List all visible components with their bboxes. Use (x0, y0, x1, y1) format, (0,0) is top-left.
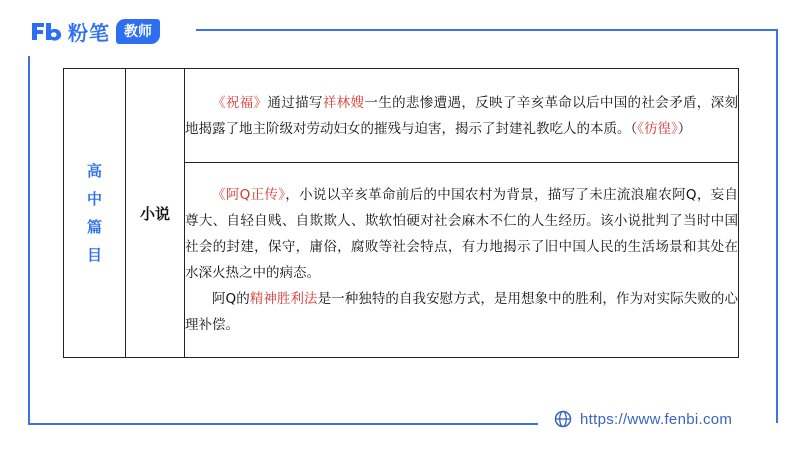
website-url[interactable]: https://www.fenbi.com (580, 410, 733, 428)
concept-term: 精神胜利法 (249, 291, 318, 307)
globe-icon (554, 410, 572, 428)
fenbi-logo-icon (30, 20, 64, 42)
frame-right-line (776, 29, 778, 423)
ahq-concept-paragraph: 阿Q的精神胜利法是一种独特的自我安慰方式，是用想象中的胜利，作为对实际失败的心理补偿。 (185, 291, 738, 333)
genre-cell (126, 69, 185, 358)
genre-label: 小说 (139, 204, 170, 223)
table-row (64, 69, 739, 163)
category-cell (64, 69, 126, 358)
frame-bottom-line (28, 423, 538, 425)
ahq-cell (185, 163, 739, 358)
brand-logo (30, 16, 160, 46)
category-label: 高 中 篇 目 (86, 162, 102, 264)
footer-url (554, 410, 732, 428)
literature-table (63, 68, 739, 358)
ahq-paragraph: 《阿Q正传》，小说以辛亥革命前后的中国农村为背景，描写了未庄流浪雇农阿Q，妄自尊大、自轻自贱、自欺欺人、欺软怕硬对社会麻木不仁的人生经历。该小说批判了当时中国社会的封建，保守，庸俗，腐败等社会特点，有力地揭示了旧中国人民的生活场景和其处在水深火热之中的病态。 (185, 187, 738, 281)
zhufu-cell (185, 69, 739, 163)
collection-title: 《彷徨》 (637, 120, 678, 137)
brand-name: 粉笔 (68, 20, 110, 45)
brand-badge: 教师 (116, 19, 160, 44)
zhufu-paragraph: 《祝福》通过描写祥林嫂一生的悲惨遭遇，反映了辛亥革命以后中国的社会矛盾，深刻地揭露了地主阶级对劳动妇女的摧残与迫害，揭示了封建礼教吃人的本质。（《彷徨》） (185, 94, 739, 137)
character-name: 祥林嫂 (322, 94, 365, 111)
frame-left-line (28, 56, 30, 424)
zhufu-title: 《祝福》 (212, 94, 268, 111)
frame-top-line (196, 29, 776, 31)
ahq-title: 《阿Q正传》 (212, 187, 286, 203)
